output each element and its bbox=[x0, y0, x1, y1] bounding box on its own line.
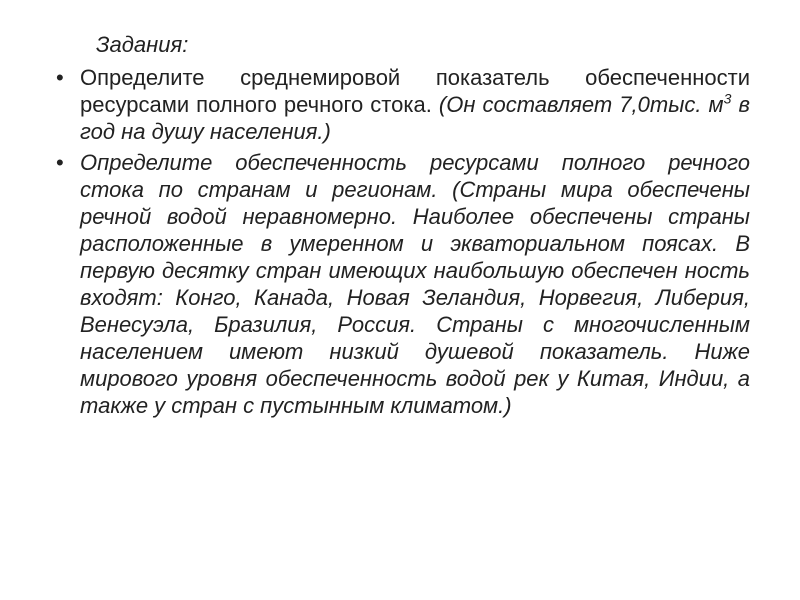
bullet-icon: • bbox=[56, 65, 64, 90]
task-list bbox=[50, 64, 750, 423]
bullet-icon: • bbox=[56, 150, 64, 175]
task-text bbox=[80, 64, 750, 145]
task-item-world-average bbox=[50, 64, 750, 145]
task-item-by-country bbox=[50, 149, 750, 419]
task-lead: Определите среднемировой показатель обеспеченности ресурсами полного речного стока. bbox=[80, 65, 750, 117]
task-note-part: (Он составляет 7,0тыс. м bbox=[438, 92, 724, 117]
task-note-part: в год на душу населения.) bbox=[80, 92, 750, 144]
heading-tasks: Задания: bbox=[96, 32, 189, 57]
unit-superscript: 3 bbox=[723, 90, 732, 107]
task-text: Определите обеспеченность ресурсами полного речного стока по странам и регионам. (Страны мира обеспечены речной водой неравномерно. Наиболее обеспечены страны расположенные в умеренном и экваториальном поясах. В первую десятку стран имеющих наибольшую обеспечен ность входят: Конго, Канада, Новая Зеландия, Норвегия, Либерия, Венесуэла, Бразилия, Россия. Страны с многочисленным населением имеют низкий душевой показатель. Ниже мирового уровня обеспеченность водой рек у Китая, Индии, а также у стран с пустынным климатом.) bbox=[80, 150, 750, 418]
